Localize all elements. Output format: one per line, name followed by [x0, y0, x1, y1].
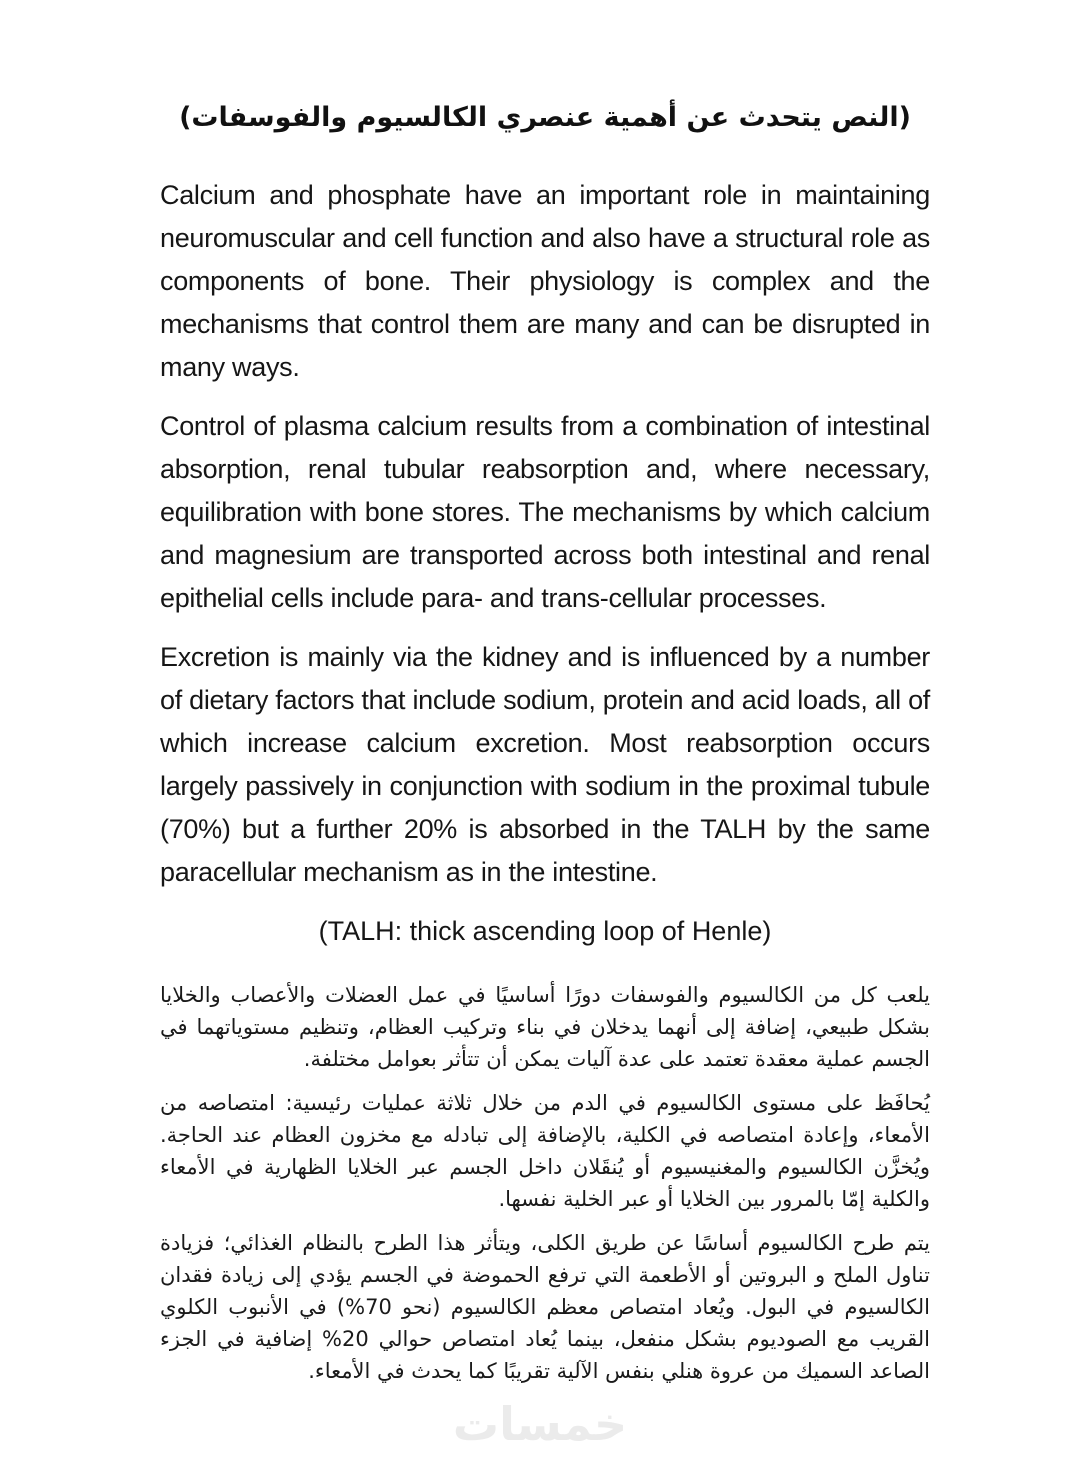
talh-abbreviation-note: (TALH: thick ascending loop of Henle) [318, 916, 772, 946]
english-paragraph-1: Calcium and phosphate have an important role in maintaining neuromuscular and cell function and also have a structural role as components of bone. Their physiology is complex and the mechanisms that control them are many and can be disrupted in many ways. [160, 180, 930, 382]
english-paragraph-2: Control of plasma calcium results from a combination of intestinal absorption, renal tubular reabsorption and, where necessary, equilibration with bone stores. The mechanisms by which calcium and magnesium are transported across both intestinal and renal epithelial cells include para- and trans-cellular processes. [160, 411, 930, 613]
arabic-paragraph-2: يُحافَظ على مستوى الكالسيوم في الدم من خلال ثلاثة عمليات رئيسية: امتصاصه من الأمعاء، وإعادة امتصاصه في الكلية، بالإضافة إلى تبادله مع مخزون العظام عند الحاجة. ويُخزَّن الكالسيوم والمغنيسيوم أو يُنقَلان داخل الجسم عبر الخلايا الظهارية في الأمعاء والكلية إمّا بالمرور بين الخلايا أو عبر الخلية نفسها. [160, 1091, 930, 1211]
document-title-arabic: (النص يتحدث عن أهمية عنصري الكالسيوم والفوسفات) [179, 102, 911, 133]
khamsat-watermark: خمسات [452, 1397, 628, 1451]
arabic-paragraph-1: يلعب كل من الكالسيوم والفوسفات دورًا أساسيًا في عمل العضلات والأعصاب والخلايا بشكل طبيعي، إضافة إلى أنهما يدخلان في بناء وتركيب العظام، وتنظيم مستوياتهما في الجسم عملية معقدة تعتمد على عدة آليات يمكن أن تتأثر بعوامل مختلفة. [160, 983, 930, 1071]
arabic-paragraph-3: يتم طرح الكالسيوم أساسًا عن طريق الكلى، ويتأثر هذا الطرح بالنظام الغذائي؛ فزيادة تناول الملح و البروتين أو الأطعمة التي ترفع الحموضة في الجسم يؤدي إلى زيادة فقدان الكالسيوم في البول. ويُعاد امتصاص معظم الكالسيوم (نحو 70%) في الأنبوب الكلوي القريب مع الصوديوم بشكل منفعل، بينما يُعاد امتصاص حوالي 20% إضافية في الجزء الصاعد السميك من عروة هنلي بنفس الآلية تقريبًا كما يحدث في الأمعاء. [160, 1231, 930, 1383]
english-paragraph-3: Excretion is mainly via the kidney and is influenced by a number of dietary factors that include sodium, protein and acid loads, all of which increase calcium excretion. Most reabsorption occurs largely passively in conjunction with sodium in the proximal tubule (70%) but a further 20% is absorbed in the TALH by the same paracellular mechanism as in the intestine. [160, 642, 930, 887]
